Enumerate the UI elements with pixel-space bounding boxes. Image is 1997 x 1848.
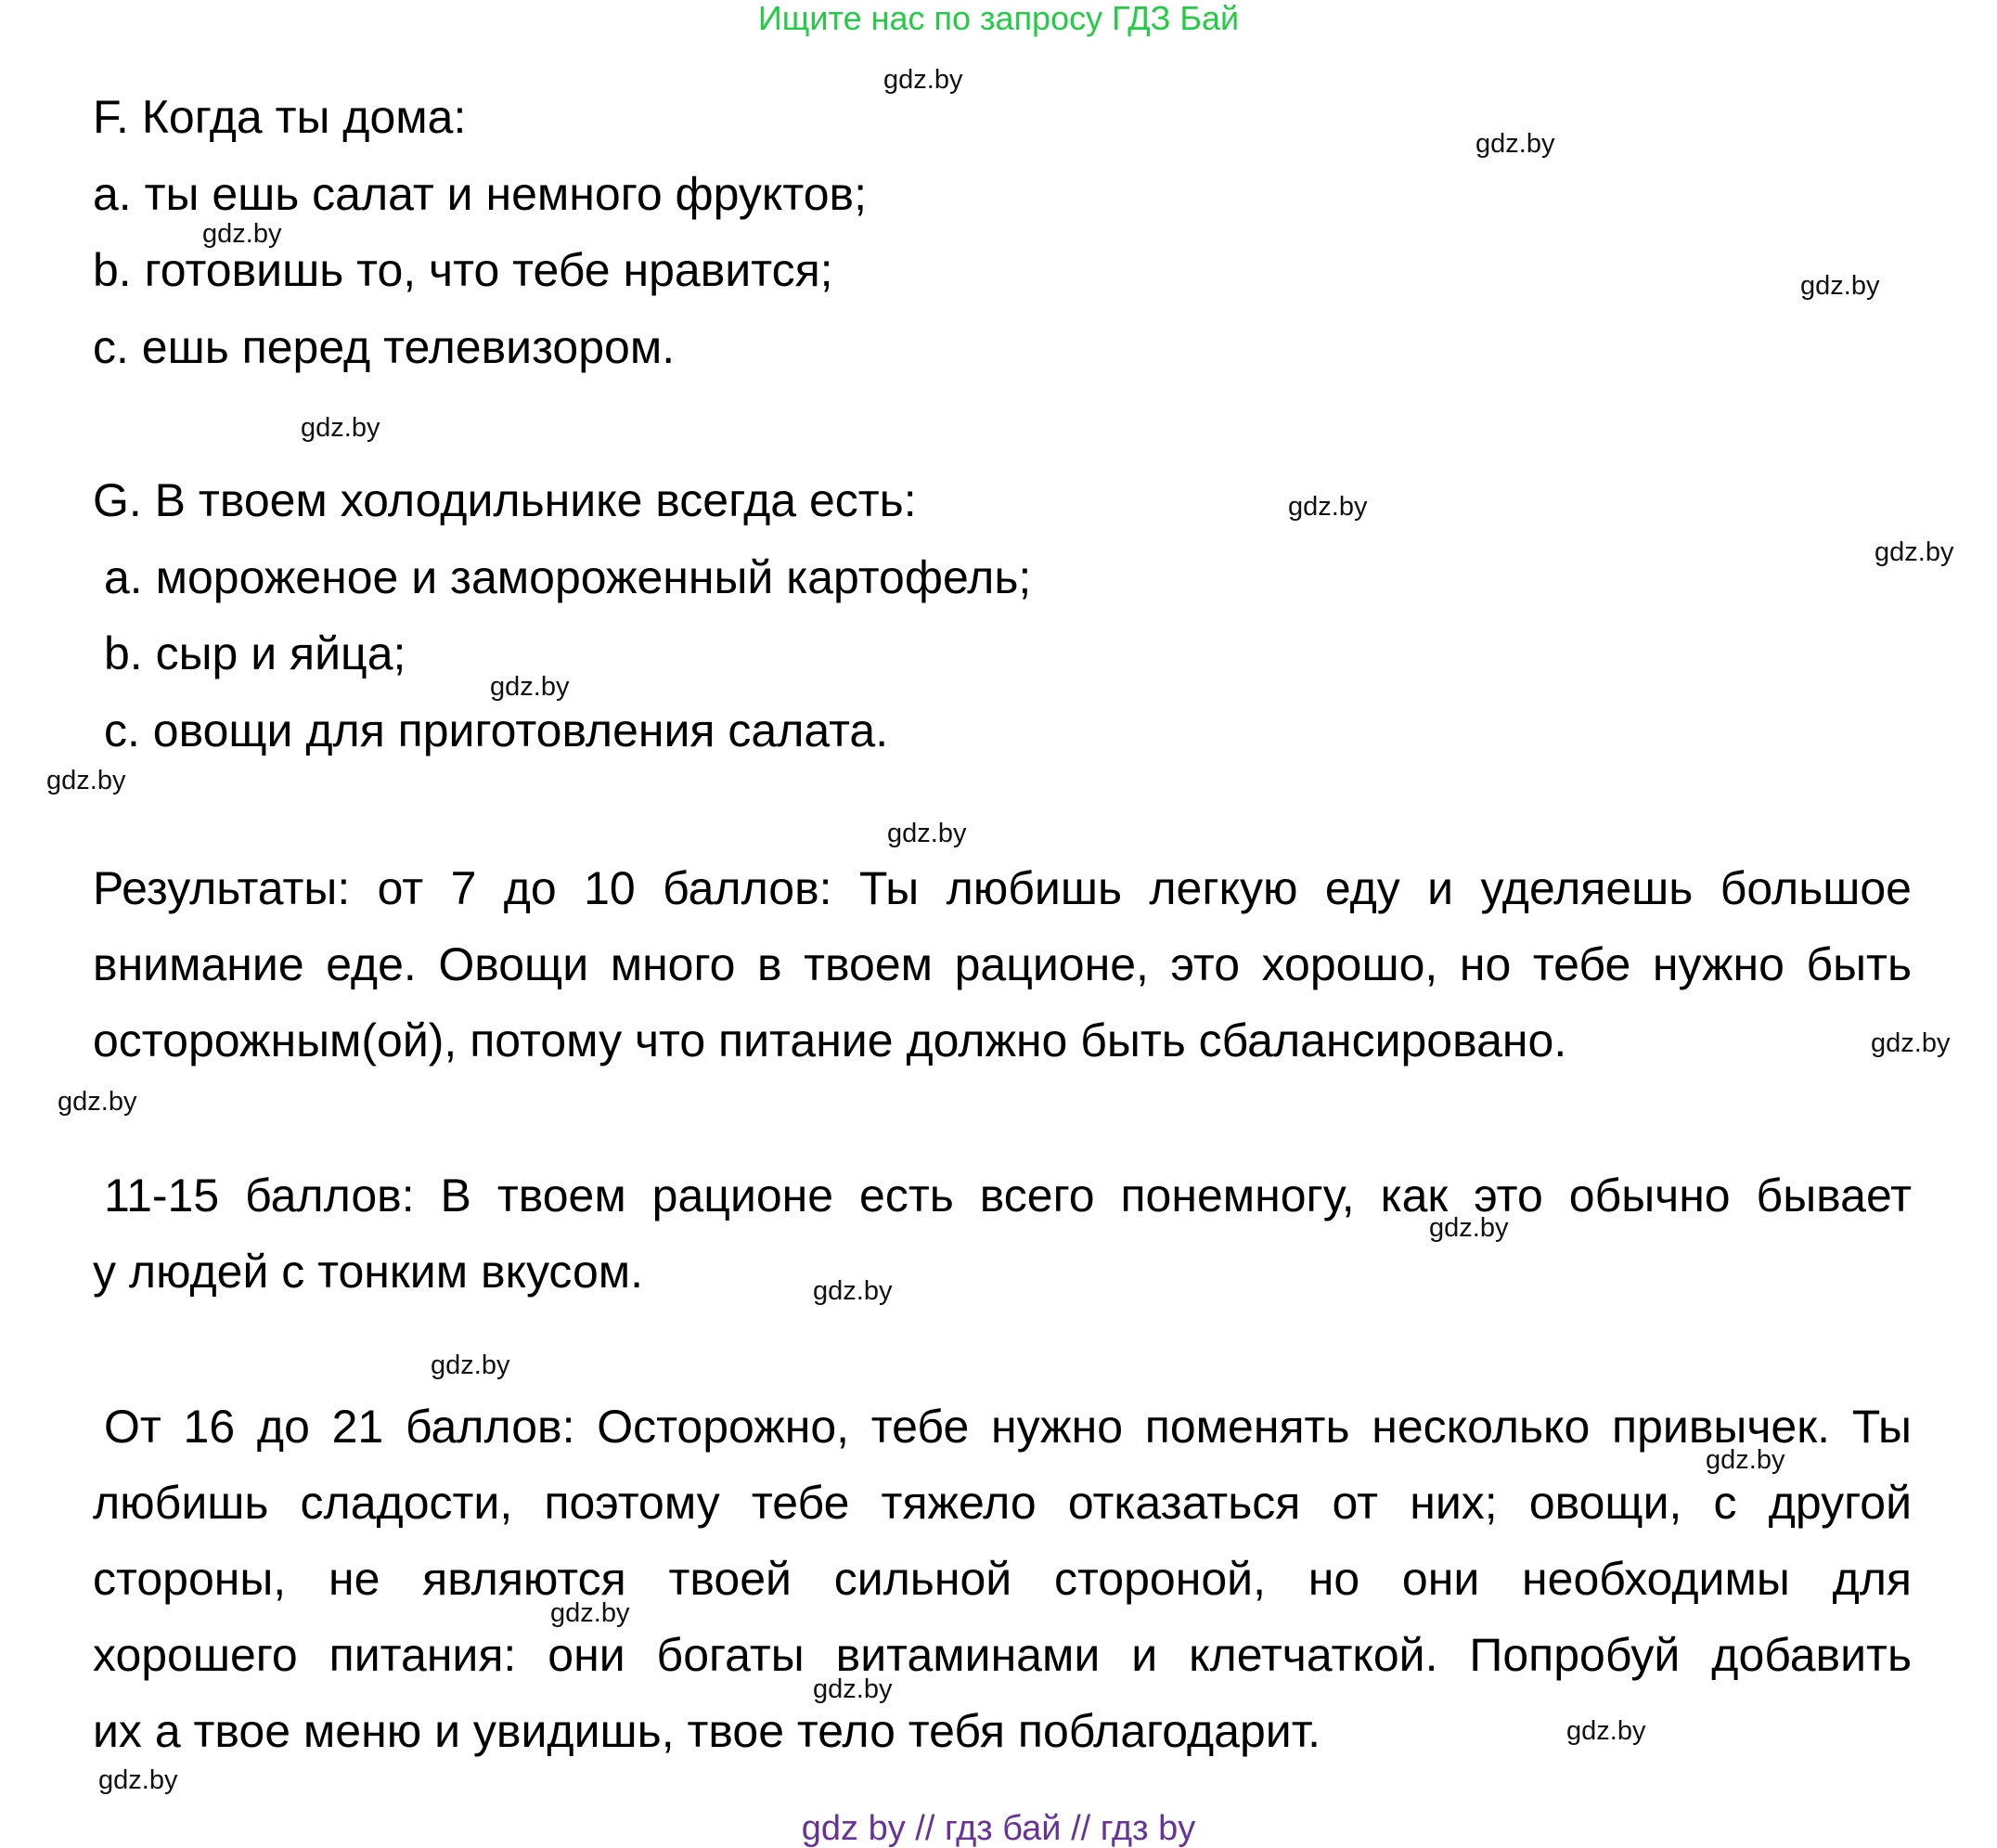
- result-16-21-first: [104, 1389, 1912, 1465]
- watermark: gdz.by: [887, 819, 967, 848]
- question-g-option-c: c. овощи для приготовления салата.: [104, 704, 889, 756]
- result-16-21-line: любишь сладости, поэтому тебе тяжело отказаться от них; овощи, с другой: [93, 1477, 1912, 1529]
- question-g-option-b: b. сыр и яйца;: [104, 627, 406, 679]
- result-16-21-line: стороны, не являются твоей сильной стороной, но они необходимы для: [93, 1553, 1912, 1605]
- footer-links: gdz by // гдз бай // гдз by: [801, 1809, 1196, 1848]
- watermark: gdz.by: [1875, 537, 1954, 567]
- watermark: gdz.by: [98, 1765, 178, 1795]
- watermark: gdz.by: [1288, 492, 1368, 522]
- result-16-21-line: От 16 до 21 баллов: Осторожно, тебе нужно поменять несколько привычек. Ты: [104, 1401, 1912, 1453]
- watermark: gdz.by: [1475, 129, 1555, 159]
- watermark: gdz.by: [301, 413, 380, 443]
- result-7-10-line: осторожным(ой), потому что питание должно быть сбалансировано.: [93, 1014, 1567, 1066]
- result-11-15: [104, 1157, 1912, 1234]
- watermark: gdz.by: [813, 1674, 893, 1704]
- watermark: gdz.by: [58, 1087, 137, 1117]
- result-7-10-line: внимание еде. Овощи много в твоем рационе, это хорошо, но тебе нужно быть: [93, 938, 1912, 990]
- watermark: gdz.by: [1800, 271, 1880, 301]
- result-11-15-cont: [93, 1234, 1912, 1310]
- watermark: gdz.by: [813, 1276, 893, 1306]
- result-16-21-line: их а твое меню и увидишь, твое тело тебя поблагодарит.: [93, 1705, 1321, 1757]
- watermark: gdz.by: [1429, 1213, 1509, 1243]
- watermark: gdz.by: [202, 219, 282, 249]
- watermark: gdz.by: [1871, 1028, 1951, 1058]
- watermark: gdz.by: [46, 766, 126, 795]
- watermark: gdz.by: [490, 672, 570, 702]
- question-f-option-a: a. ты ешь салат и немного фруктов;: [93, 168, 867, 220]
- result-11-15-line: 11-15 баллов: В твоем рационе есть всего понемногу, как это обычно бывает: [104, 1170, 1912, 1221]
- watermark: gdz.by: [550, 1598, 630, 1628]
- question-f-option-c: c. ешь перед телевизором.: [93, 321, 676, 373]
- result-11-15-line: у людей с тонким вкусом.: [93, 1246, 644, 1298]
- question-g-option-a: a. мороженое и замороженный картофель;: [104, 551, 1032, 603]
- watermark: gdz.by: [883, 65, 963, 95]
- watermark: gdz.by: [431, 1350, 510, 1380]
- result-7-10-line: Результаты: от 7 до 10 баллов: Ты любишь легкую еду и уделяешь большое: [93, 862, 1912, 914]
- result-16-21-line: хорошего питания: они богаты витаминами и клетчаткой. Попробуй добавить: [93, 1629, 1912, 1681]
- question-f-option-b: b. готовишь то, что тебе нравится;: [93, 244, 833, 296]
- watermark: gdz.by: [1706, 1445, 1785, 1475]
- watermark: gdz.by: [1566, 1716, 1646, 1746]
- question-g-title: G. В твоем холодильнике всегда есть:: [93, 474, 917, 526]
- question-f-title: F. Когда ты дома:: [93, 91, 467, 143]
- top-banner: Ищите нас по запросу ГДЗ Бай: [757, 0, 1240, 37]
- result-7-10: [93, 850, 1912, 1079]
